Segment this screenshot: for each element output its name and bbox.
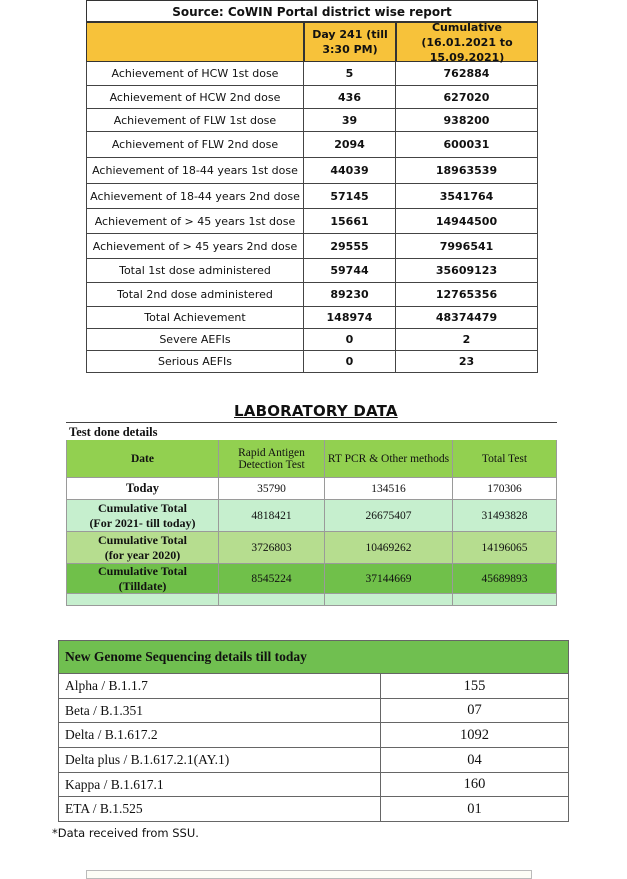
table-row bbox=[58, 699, 569, 723]
row-day-value: 436 bbox=[304, 86, 396, 109]
lab-row-label-line1: Cumulative Total bbox=[97, 532, 187, 547]
lab-header-date: Date bbox=[66, 440, 219, 478]
next-page-strip bbox=[86, 870, 532, 879]
lab-rapid-value: 35790 bbox=[219, 478, 325, 500]
row-cumulative-value: 23 bbox=[396, 351, 538, 373]
lab-row-label bbox=[66, 564, 219, 594]
table-row bbox=[86, 351, 538, 373]
spacer-cell bbox=[66, 594, 219, 606]
lab-rtpcr-value: 26675407 bbox=[325, 500, 453, 532]
table-row bbox=[58, 773, 569, 797]
lab-rtpcr-value: 10469262 bbox=[325, 532, 453, 564]
variant-name: Beta / B.1.351 bbox=[58, 699, 381, 723]
footnote: *Data received from SSU. bbox=[52, 826, 199, 840]
table-row bbox=[66, 478, 557, 500]
table-row bbox=[86, 62, 538, 86]
row-day-value: 39 bbox=[304, 109, 396, 132]
row-day-value: 29555 bbox=[304, 234, 396, 259]
lab-rapid-value: 3726803 bbox=[219, 532, 325, 564]
lab-row-label bbox=[66, 532, 219, 564]
lab-rapid-value: 4818421 bbox=[219, 500, 325, 532]
row-cumulative-value: 18963539 bbox=[396, 158, 538, 184]
row-day-value: 2094 bbox=[304, 132, 396, 158]
variant-name: Alpha / B.1.1.7 bbox=[58, 674, 381, 699]
variant-count: 01 bbox=[381, 797, 569, 822]
row-cumulative-value: 7996541 bbox=[396, 234, 538, 259]
table-row bbox=[86, 86, 538, 109]
lab-total-value: 170306 bbox=[453, 478, 557, 500]
lab-total-value: 14196065 bbox=[453, 532, 557, 564]
table-row bbox=[86, 259, 538, 283]
source-caption: Source: CoWIN Portal district wise report bbox=[86, 0, 538, 22]
row-label: Total 1st dose administered bbox=[86, 259, 304, 283]
header-cumulative: Cumulative (16.01.2021 to 15.09.2021) bbox=[396, 22, 538, 62]
table-row bbox=[86, 234, 538, 259]
row-label: Serious AEFIs bbox=[86, 351, 304, 373]
row-cumulative-value: 12765356 bbox=[396, 283, 538, 307]
lab-header-row bbox=[66, 440, 557, 478]
lab-row-label bbox=[66, 500, 219, 532]
variant-name: Delta plus / B.1.617.2.1(AY.1) bbox=[58, 748, 381, 773]
row-label: Severe AEFIs bbox=[86, 329, 304, 351]
variant-name: Delta / B.1.617.2 bbox=[58, 723, 381, 748]
lab-total-value: 45689893 bbox=[453, 564, 557, 594]
row-label: Achievement of FLW 1st dose bbox=[86, 109, 304, 132]
table-row bbox=[58, 797, 569, 822]
row-label: Achievement of 18-44 years 2nd dose bbox=[86, 184, 304, 209]
row-label: Achievement of FLW 2nd dose bbox=[86, 132, 304, 158]
lab-section-title: LABORATORY DATA bbox=[234, 402, 398, 420]
table-row bbox=[86, 184, 538, 209]
row-cumulative-value: 2 bbox=[396, 329, 538, 351]
table-row bbox=[86, 132, 538, 158]
variant-count: 160 bbox=[381, 773, 569, 797]
row-label: Achievement of HCW 2nd dose bbox=[86, 86, 304, 109]
row-label: Achievement of HCW 1st dose bbox=[86, 62, 304, 86]
lab-row-label-line2: (for year 2020) bbox=[104, 547, 181, 562]
lab-row-label: Today bbox=[66, 478, 219, 500]
variant-name: Kappa / B.1.617.1 bbox=[58, 773, 381, 797]
row-label: Achievement of > 45 years 2nd dose bbox=[86, 234, 304, 259]
row-cumulative-value: 48374479 bbox=[396, 307, 538, 329]
table-row bbox=[86, 283, 538, 307]
lab-spacer-row bbox=[66, 594, 557, 606]
table-row bbox=[58, 723, 569, 748]
lab-row-label-line2: (Tilldate) bbox=[118, 578, 167, 593]
table-row bbox=[66, 500, 557, 532]
genome-title: New Genome Sequencing details till today bbox=[58, 640, 569, 674]
variant-count: 155 bbox=[381, 674, 569, 699]
lab-rapid-value: 8545224 bbox=[219, 564, 325, 594]
table-row bbox=[58, 748, 569, 773]
variant-count: 04 bbox=[381, 748, 569, 773]
row-day-value: 148974 bbox=[304, 307, 396, 329]
lab-row-label-line1: Cumulative Total bbox=[97, 563, 187, 578]
variant-count: 1092 bbox=[381, 723, 569, 748]
row-day-value: 89230 bbox=[304, 283, 396, 307]
row-day-value: 59744 bbox=[304, 259, 396, 283]
row-cumulative-value: 600031 bbox=[396, 132, 538, 158]
row-cumulative-value: 35609123 bbox=[396, 259, 538, 283]
lab-rtpcr-value: 134516 bbox=[325, 478, 453, 500]
row-cumulative-value: 762884 bbox=[396, 62, 538, 86]
variant-name: ETA / B.1.525 bbox=[58, 797, 381, 822]
lab-row-label-line1: Cumulative Total bbox=[97, 500, 187, 515]
row-label: Achievement of 18-44 years 1st dose bbox=[86, 158, 304, 184]
spacer-cell bbox=[453, 594, 557, 606]
row-cumulative-value: 14944500 bbox=[396, 209, 538, 234]
lab-header-total: Total Test bbox=[453, 440, 557, 478]
row-day-value: 44039 bbox=[304, 158, 396, 184]
row-day-value: 15661 bbox=[304, 209, 396, 234]
lab-header-rapid: Rapid Antigen Detection Test bbox=[219, 440, 325, 478]
table-row bbox=[66, 564, 557, 594]
table-row bbox=[86, 209, 538, 234]
variant-count: 07 bbox=[381, 699, 569, 723]
header-day: Day 241 (till 3:30 PM) bbox=[304, 22, 396, 62]
row-day-value: 0 bbox=[304, 329, 396, 351]
table-row bbox=[66, 532, 557, 564]
spacer-cell bbox=[219, 594, 325, 606]
row-label: Total 2nd dose administered bbox=[86, 283, 304, 307]
row-cumulative-value: 3541764 bbox=[396, 184, 538, 209]
header-blank-cell bbox=[86, 22, 304, 62]
table-row bbox=[86, 329, 538, 351]
lab-caption: Test done details bbox=[66, 422, 557, 440]
row-day-value: 0 bbox=[304, 351, 396, 373]
table-row bbox=[86, 158, 538, 184]
row-day-value: 57145 bbox=[304, 184, 396, 209]
table-row bbox=[58, 674, 569, 699]
row-day-value: 5 bbox=[304, 62, 396, 86]
table-row bbox=[86, 307, 538, 329]
lab-total-value: 31493828 bbox=[453, 500, 557, 532]
row-cumulative-value: 938200 bbox=[396, 109, 538, 132]
spacer-cell bbox=[325, 594, 453, 606]
lab-row-label-line2: (For 2021- till today) bbox=[89, 515, 196, 530]
lab-header-rtpcr: RT PCR & Other methods bbox=[325, 440, 453, 478]
lab-rtpcr-value: 37144669 bbox=[325, 564, 453, 594]
row-label: Total Achievement bbox=[86, 307, 304, 329]
row-label: Achievement of > 45 years 1st dose bbox=[86, 209, 304, 234]
row-cumulative-value: 627020 bbox=[396, 86, 538, 109]
table-row bbox=[86, 109, 538, 132]
